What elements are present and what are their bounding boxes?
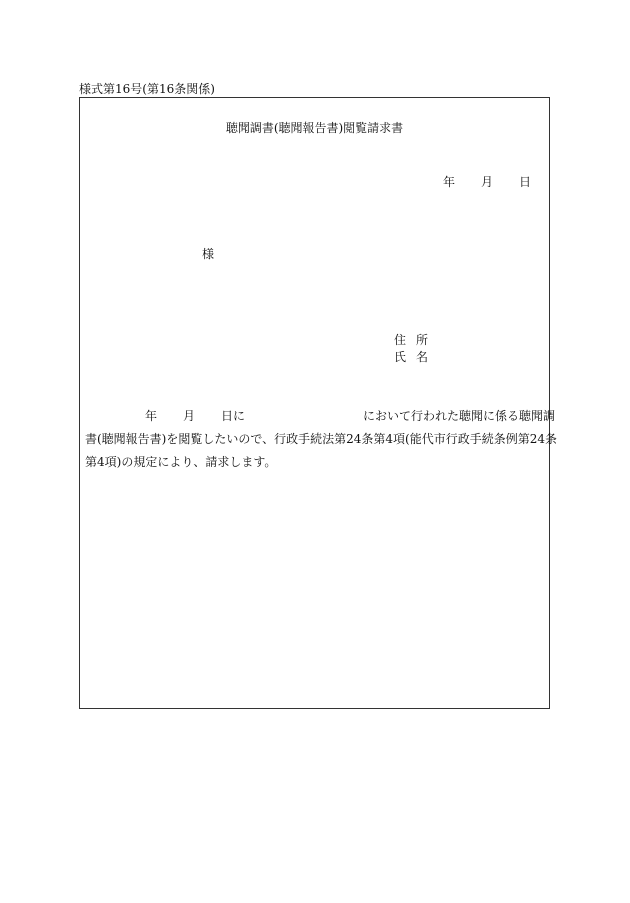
applicant-name-label: 氏 名 [394,350,429,364]
applicant-address-label: 住 所 [394,333,429,347]
body-year-label: 年 [145,409,158,423]
body-month-label: 月 [183,409,196,423]
request-form-frame [79,97,557,709]
body-line-1-text: において行われた聴聞に係る聴聞調 [363,409,556,423]
request-date [443,173,531,190]
request-body [85,405,557,474]
date-day-label: 日 [518,175,531,189]
applicant-block [394,332,428,366]
body-line-3: 第4項)の規定により、請求します。 [85,455,277,469]
date-year-label: 年 [442,175,455,189]
date-month-label: 月 [480,175,493,189]
document-title: 聴聞調書(聴聞報告書)閲覧請求書 [225,121,404,135]
body-day-label: 日に [221,409,246,423]
body-line-2: 書(聴聞報告書)を閲覧したいので、行政手続法第24条第4項(能代市行政手続条例第24条 [85,432,557,446]
form-number-label: 様式第16号(第16条関係) [79,82,215,96]
body-line-1 [85,405,556,428]
addressee-suffix: 様 [202,247,215,261]
